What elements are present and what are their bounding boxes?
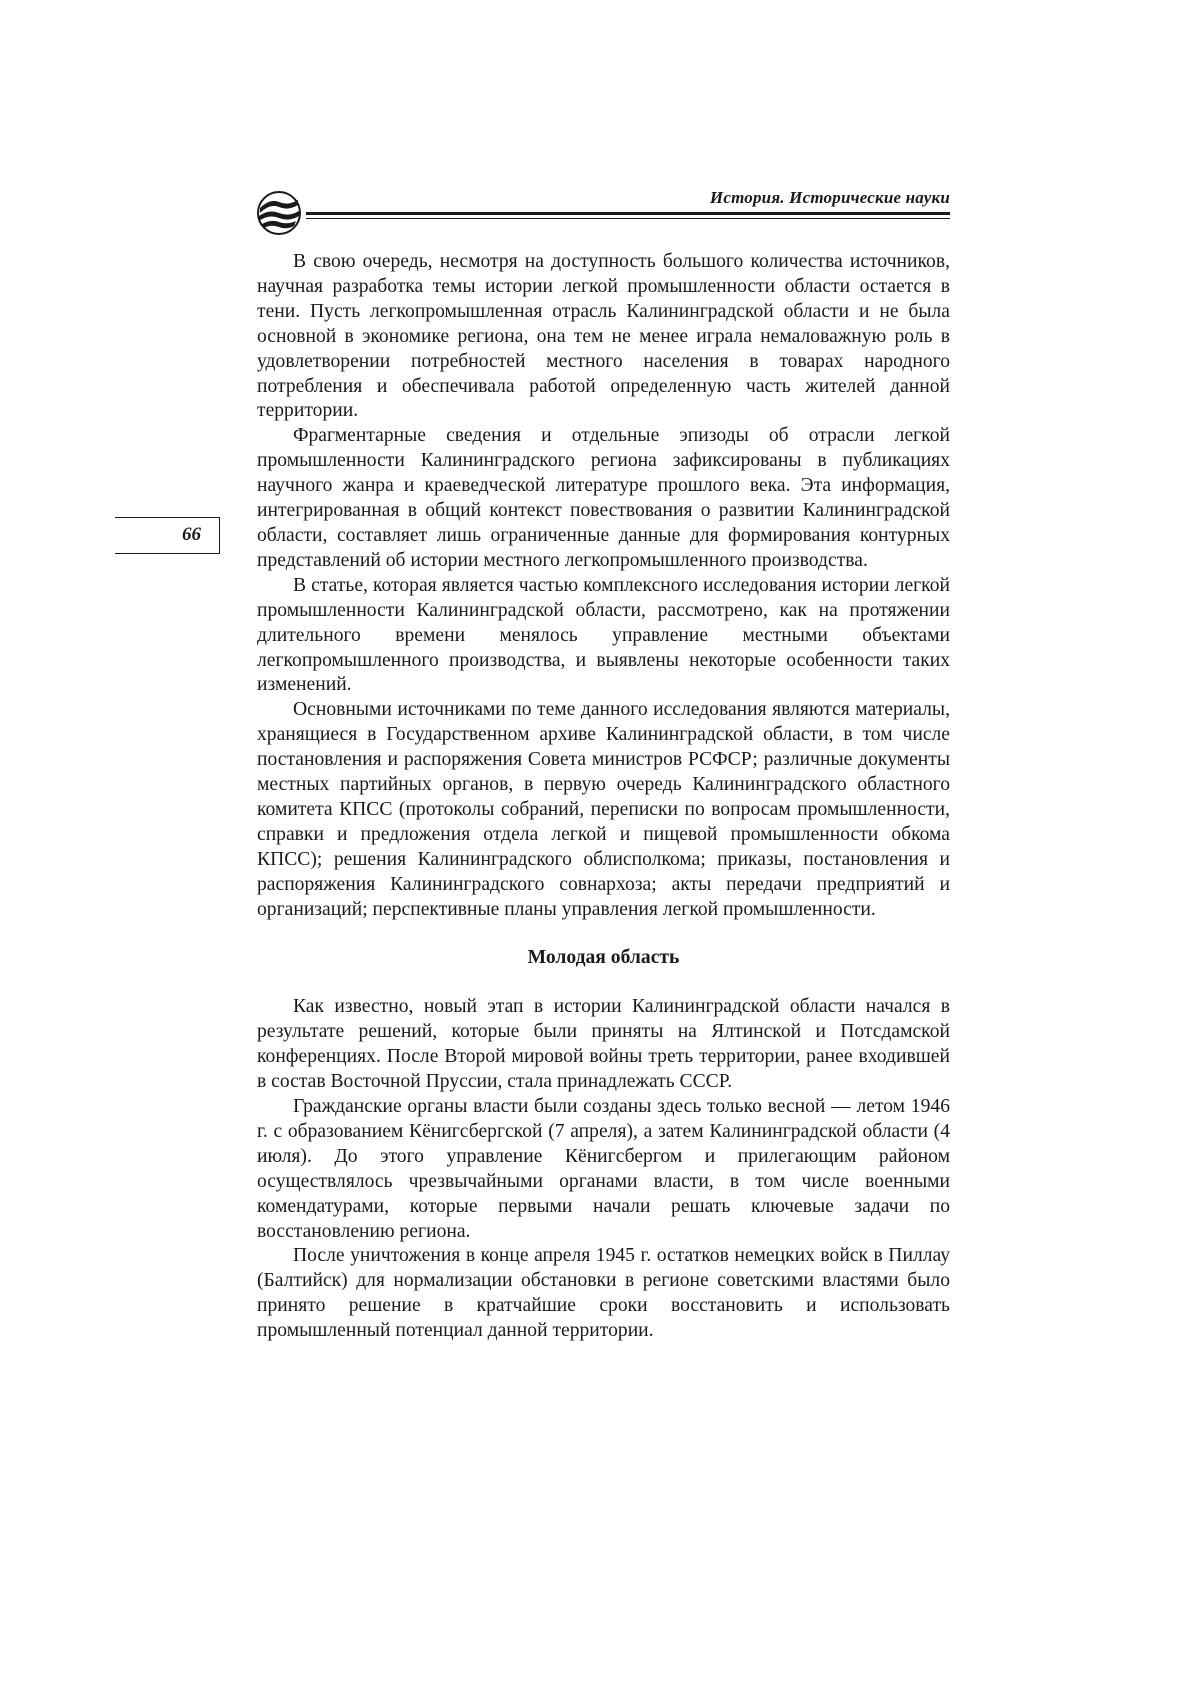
journal-wave-logo-icon [256,190,302,236]
page-number-box [115,517,220,554]
paragraph: Основными источниками по теме данного исследования являются материалы, хранящиеся в Государственном архиве Калининградской области, в том числе постановления и распоряжения Совета министров РСФСР; различные документы местных партийных органов, в первую очередь Калининградского областного комитета КПСС (протоколы собраний, переписки по вопросам промышленности, справки и предложения отдела легкой и пищевой промышленности обкома КПСС); решения Калининградского облисполкома; приказы, постановления и распоряжения Калининградского совнархоза; акты передачи предприятий и организаций; перспективные планы управления легкой промышленности. [257,699,950,920]
header-rule-thin [306,218,950,219]
header-rule-thick [306,212,950,215]
paragraph: В статье, которая является частью комплексного исследования истории легкой промышленности Калининградской области, рассмотрено, как на протяжении длительного времени менялось управление местными объектами легкопромышленного производства, и выявлены некоторые особенности таких изменений. [257,574,950,696]
section-heading: Молодая область [527,947,680,969]
paragraph: Гражданские органы власти были созданы здесь только весной — летом 1946 г. с образованием Кёнигсбергской (7 апреля), а затем Калининградской области (4 июля). До этого управление Кёнигсбергом и прилегающим районом осуществлялось чрезвычайными органами власти, в том числе военными комендатурами, которые первыми начали решать ключевые задачи по восстановлению региона. [257,1096,950,1242]
article-body [257,250,950,1344]
paragraph: В свою очередь, несмотря на доступность большого количества источников, научная разработка темы истории легкой промышленности области остается в тени. Пусть легкопромышленная отрасль Калининградской области и не была основной в экономике региона, она тем не менее играла немаловажную роль в удовлетворении потребностей местного населения в товарах народного потребления и обеспечивала работой определенную часть жителей данной территории. [257,251,950,422]
running-head: История. Исторические науки [709,188,950,207]
page-header [256,188,950,236]
paragraph: Фрагментарные сведения и отдельные эпизоды об отрасли легкой промышленности Калининградского региона зафиксированы в публикациях научного жанра и краеведческой литературе прошлого века. Эта информация, интегрированная в общий контекст повествования о развитии Калининградской области, составляет лишь ограниченные данные для формирования контурных представлений об истории местного легкопромышленного производства. [257,425,950,571]
page-number: 66 [182,524,201,545]
paragraph: Как известно, новый этап в истории Калининградской области начался в результате решений, которые были приняты на Ялтинской и Потсдамской конференциях. После Второй мировой войны треть территории, ранее входившей в состав Восточной Пруссии, стала принадлежать СССР. [257,996,950,1093]
paragraph: После уничтожения в конце апреля 1945 г. остатков немецких войск в Пиллау (Балтийск) для нормализации обстановки в регионе советскими властями было принято решение в кратчайшие сроки восстановить и использовать промышленный потенциал данной территории. [257,1245,950,1342]
